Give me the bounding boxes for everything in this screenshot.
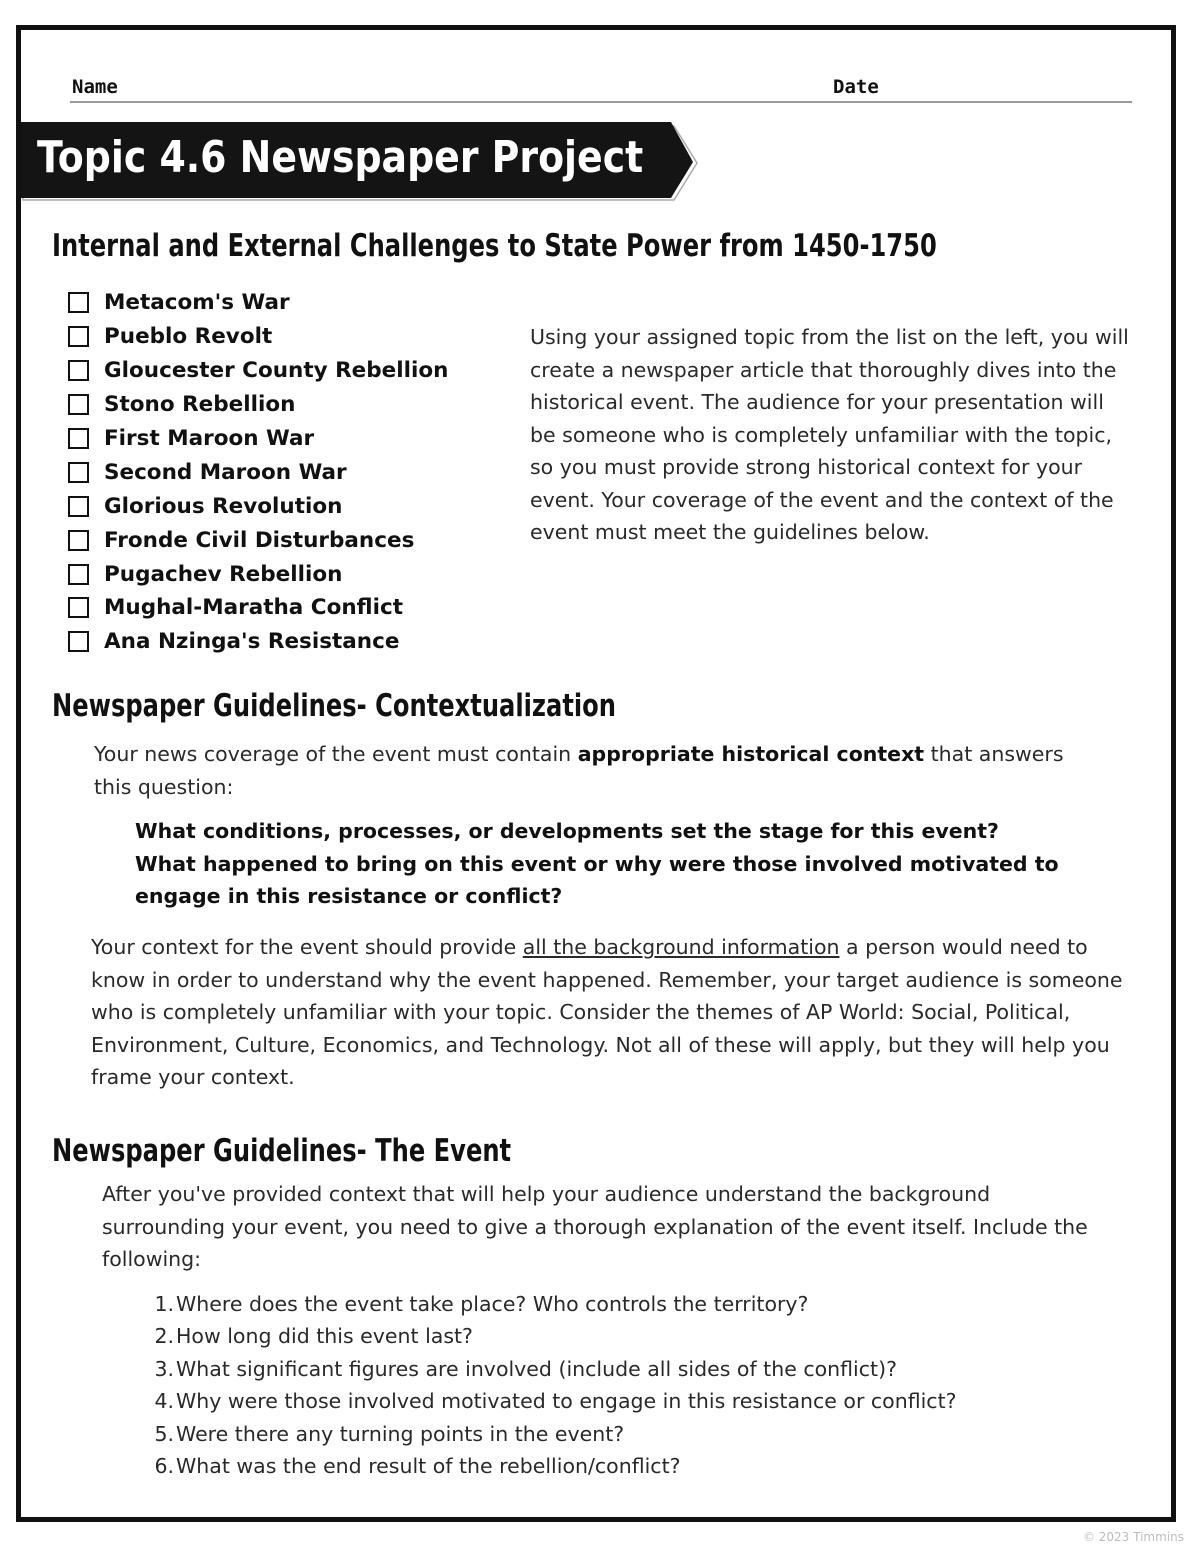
list-text: Where does the event take place? Who controls the territory?: [176, 1292, 809, 1316]
list-number: 5.: [154, 1421, 174, 1446]
checklist-label: Fronde Civil Disturbances: [104, 527, 415, 553]
event-heading: Newspaper Guidelines- The Event: [52, 1133, 512, 1169]
checklist-item[interactable]: [68, 489, 448, 523]
list-number: 1.: [154, 1292, 174, 1316]
context-detail: [91, 931, 1131, 1094]
intro-paragraph: Using your assigned topic from the list on the left, you will create a newspaper article that thoroughly dives into the historical event. The audience for your presentation will be someone who is completely unfamiliar with the topic, so you must provide strong historical context for your event. Your coverage of the event and the context of the event must meet the guidelines below.: [530, 325, 1129, 544]
checklist-item[interactable]: [68, 523, 448, 557]
context-lead-bold: appropriate historical context: [577, 742, 925, 766]
checklist-label: Mughal-Maratha Conflict: [104, 595, 403, 621]
name-date-line: [70, 101, 1132, 103]
context-question-2: What happened to bring on this event or why were those involved motivated to engage in this resistance or conflict?: [135, 851, 1059, 908]
checkbox[interactable]: [68, 597, 89, 618]
checklist-label: Pugachev Rebellion: [104, 561, 343, 587]
checklist-label: Second Maroon War: [104, 459, 347, 485]
checklist-label: First Maroon War: [104, 426, 315, 451]
checklist-item[interactable]: [68, 320, 448, 354]
context-questions: [135, 815, 1135, 913]
context-detail-text-end: a person would need to know in order to understand why the event happened. Remember, your target audience is someone who is completely unfamiliar with your topic. Consider the themes of AP World: Social, Political, Environment, Culture, Economics, and Technology. Not all of these will apply, but they will help you frame your context.: [91, 935, 1123, 1089]
checklist-label: Gloucester County Rebellion: [104, 358, 449, 384]
checklist-item[interactable]: [68, 591, 448, 625]
checklist-item[interactable]: [68, 388, 448, 422]
checkbox[interactable]: [68, 530, 89, 551]
checkbox[interactable]: [68, 326, 89, 347]
checklist-label: Pueblo Revolt: [104, 324, 273, 350]
list-item: [152, 1288, 957, 1320]
checklist-label: Stono Rebellion: [104, 392, 296, 418]
checklist-item[interactable]: [68, 286, 448, 320]
checklist-label: Ana Nzinga's Resistance: [104, 629, 400, 655]
checklist-item[interactable]: [68, 455, 448, 489]
list-text: What significant figures are involved (include all sides of the conflict)?: [176, 1356, 897, 1381]
checkbox[interactable]: [68, 564, 89, 585]
context-lead: [94, 738, 1094, 803]
context-lead-text-end: that answers this question:: [94, 742, 1064, 799]
checklist-label: Glorious Revolution: [104, 493, 343, 519]
checkbox[interactable]: [68, 360, 89, 381]
checkbox[interactable]: [68, 394, 89, 415]
checklist-label: Metacom's War: [104, 290, 290, 316]
list-text: What was the end result of the rebellion/conflict?: [176, 1453, 681, 1478]
name-label: Name: [72, 76, 118, 98]
context-detail-text: Your context for the event should provide: [91, 935, 523, 959]
topic-checklist: [68, 286, 448, 659]
context-heading: Newspaper Guidelines- Contextualization: [52, 688, 617, 724]
title-banner: [21, 122, 695, 202]
context-detail-underlined: all the background information: [522, 935, 840, 959]
context-question-1: What conditions, processes, or developments set the stage for this event?: [135, 819, 999, 843]
copyright-notice: © 2023 Timmins: [1082, 1530, 1184, 1544]
date-label: Date: [833, 76, 879, 98]
list-item: [152, 1385, 957, 1417]
checkbox[interactable]: [68, 292, 89, 313]
checklist-item[interactable]: [68, 557, 448, 591]
list-item: [152, 1353, 957, 1385]
list-number: 6.: [154, 1453, 174, 1478]
checkbox[interactable]: [68, 462, 89, 483]
list-number: 3.: [154, 1356, 174, 1381]
checklist-item[interactable]: [68, 625, 448, 659]
checklist-item[interactable]: [68, 354, 448, 388]
list-item: [152, 1320, 957, 1352]
event-intro: After you've provided context that will help your audience understand the background surrounding your event, you need to give a thorough explanation of the event itself. Include the following:: [102, 1182, 1088, 1271]
checkbox[interactable]: [68, 428, 89, 449]
checkbox[interactable]: [68, 631, 89, 652]
list-item: [152, 1418, 957, 1450]
list-text: Why were those involved motivated to engage in this resistance or conflict?: [176, 1389, 957, 1414]
checkbox[interactable]: [68, 496, 89, 517]
checklist-item[interactable]: [68, 422, 448, 456]
list-number: 4.: [154, 1389, 174, 1414]
list-item: [152, 1450, 957, 1482]
topics-heading: Internal and External Challenges to State Power from 1450-1750: [52, 228, 937, 264]
list-text: Were there any turning points in the event?: [176, 1421, 625, 1446]
event-questions-list: [152, 1288, 957, 1482]
page-title: Topic 4.6 Newspaper Project: [37, 132, 644, 183]
context-lead-text: Your news coverage of the event must contain: [94, 742, 578, 766]
list-text: How long did this event last?: [176, 1324, 473, 1349]
list-number: 2.: [154, 1324, 174, 1349]
